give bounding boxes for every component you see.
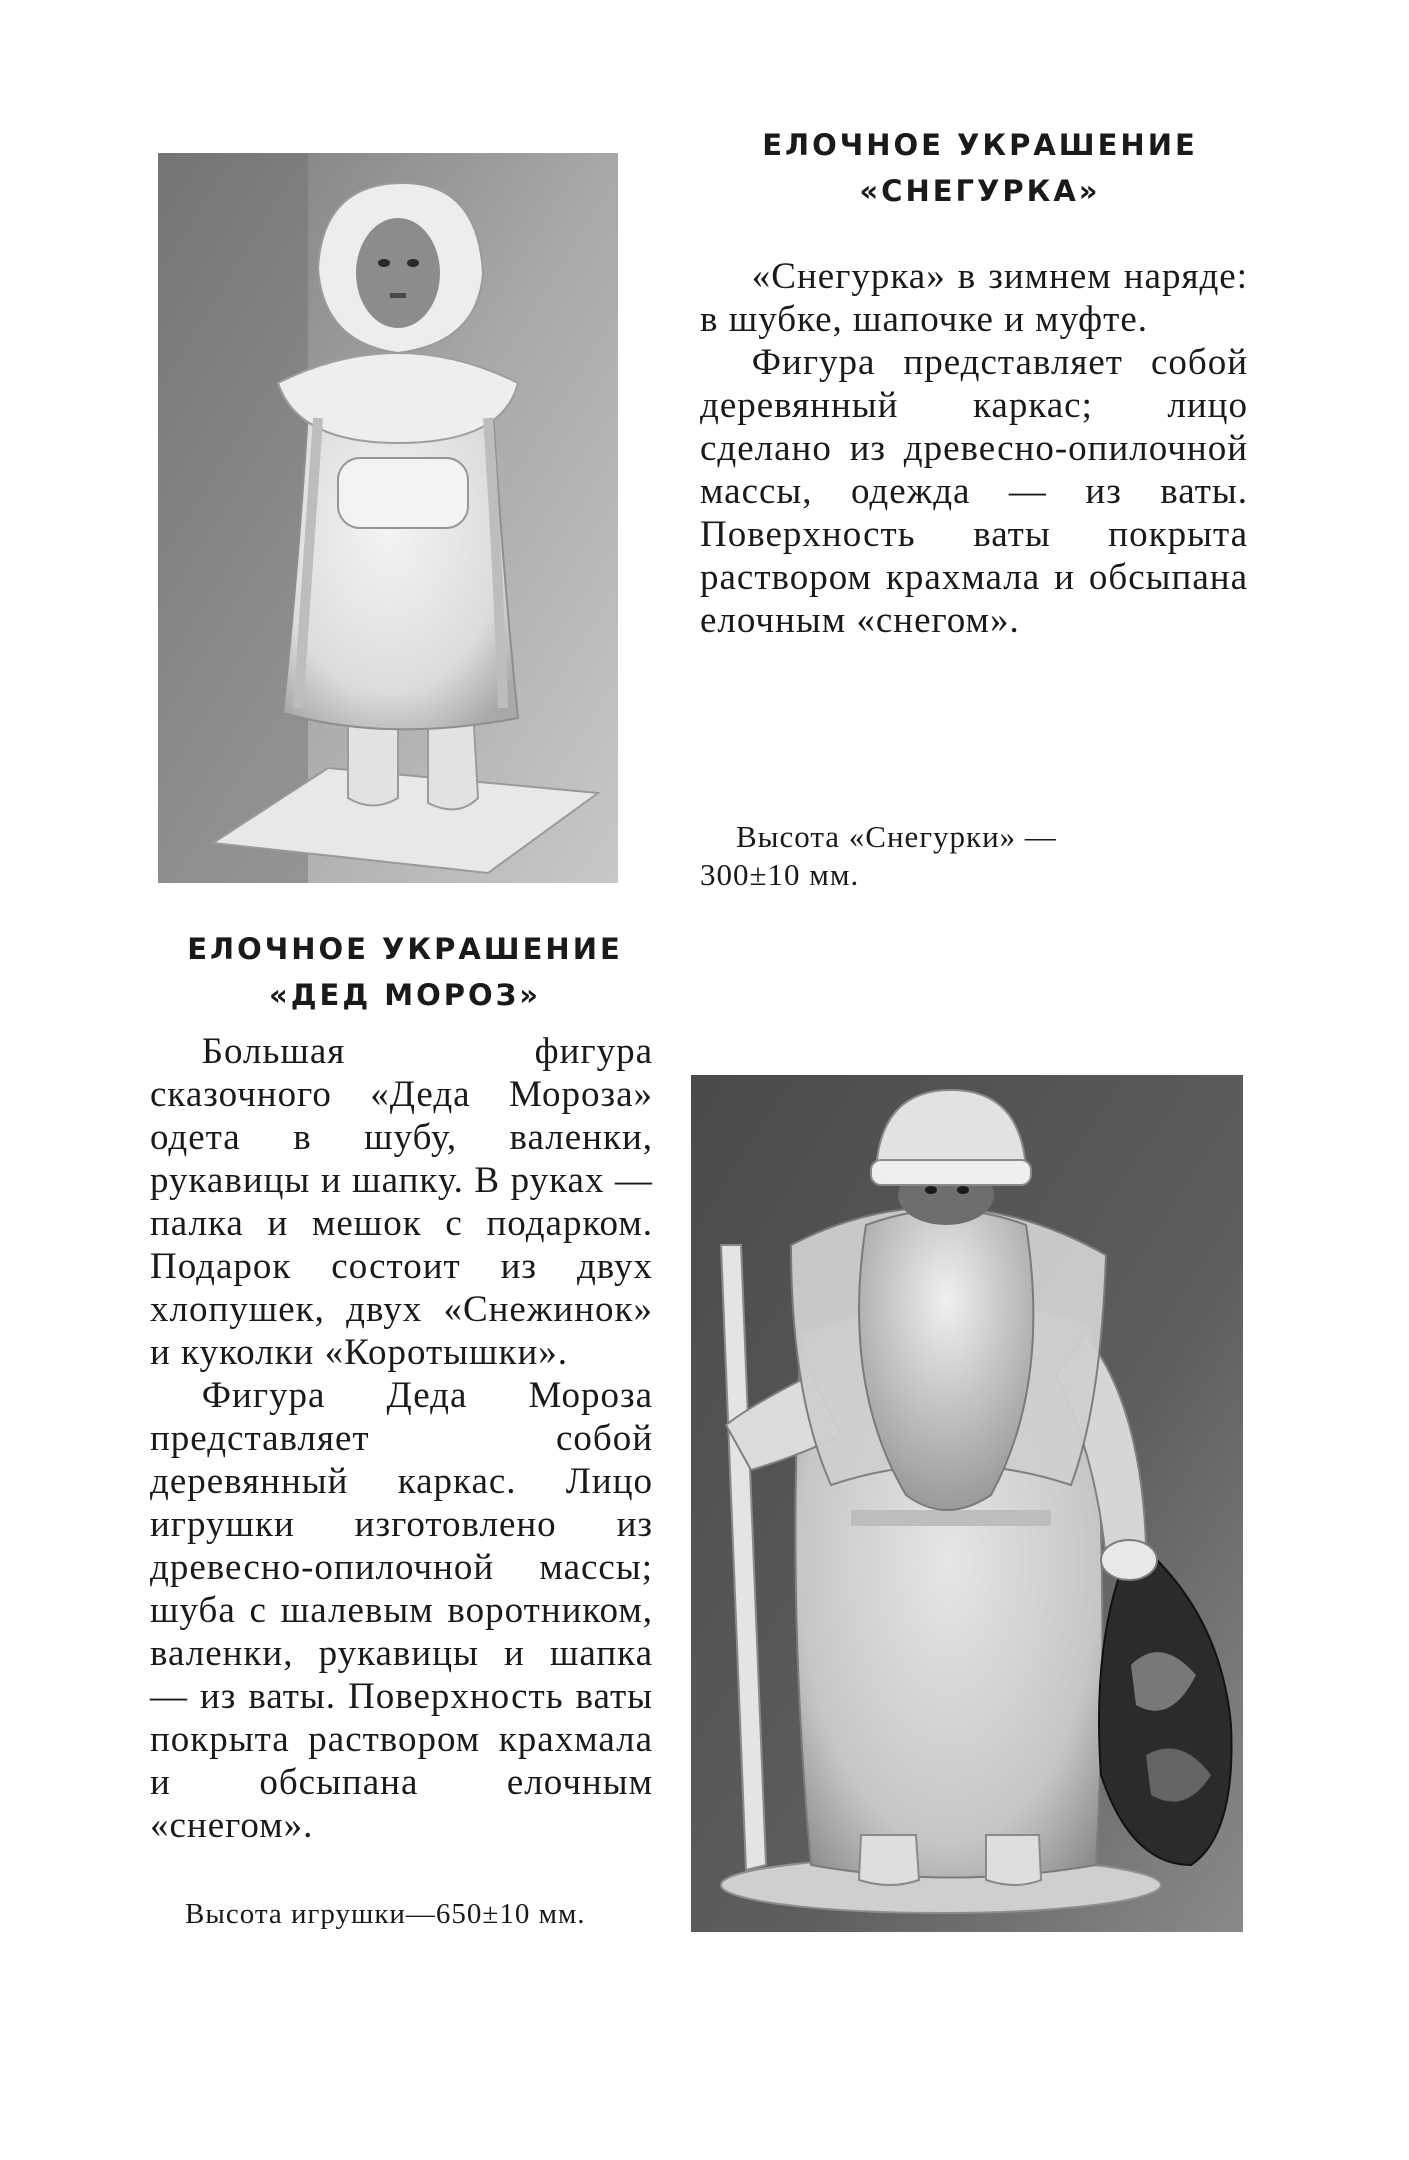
snegurka-figure-illustration (158, 153, 618, 883)
snegurka-height-note (700, 818, 1260, 894)
ded-moroz-description (150, 1030, 653, 1847)
snegurka-heading-line2: «СНЕГУРКА» (859, 174, 1101, 208)
ded-moroz-heading-line2: «ДЕД МОРОЗ» (268, 978, 542, 1012)
snegurka-heading-line1: ЕЛОЧНОЕ УКРАШЕНИЕ (762, 128, 1198, 162)
ded-moroz-paragraph-2: Фигура Деда Мороза представляет собой деревянный каркас. Лицо игрушки изготовлено из древесно-опилочной массы; шуба с шалевым воротником, валенки, рукавицы и шапка — из ваты. Поверхность ваты покрыта раствором крахмала и обсыпана елочным «снегом». (150, 1375, 653, 1846)
ded-moroz-height-note: Высота игрушки—650±10 мм. (185, 1898, 586, 1930)
snegurka-description (700, 255, 1248, 642)
snegurka-paragraph-1: «Снегурка» в зимнем наряде: в шубке, шапочке и муфте. (700, 256, 1248, 340)
ded-moroz-figure-illustration (691, 1075, 1243, 1932)
snegurka-height-line2: 300±10 мм. (700, 857, 860, 892)
ded-moroz-paragraph-1: Большая фигура сказочного «Деда Мороза» одета в шубу, валенки, рукавицы и шапку. В руках — палка и мешок с подарком. Подарок состоит из двух хлопушек, двух «Снежинок» и куколки «Коротышки». (150, 1031, 653, 1373)
snegurka-height-line1: Высота «Снегурки» — (736, 819, 1057, 854)
snegurka-photo (158, 153, 618, 883)
snegurka-paragraph-2: Фигура представляет собой деревянный каркас; лицо сделано из древесно-опилочной массы, одежда — из ваты. Поверхность ваты покрыта раствором крахмала и обсыпана елочным «снегом». (700, 342, 1248, 641)
ded-moroz-photo (691, 1075, 1243, 1932)
snegurka-heading (700, 122, 1260, 214)
ded-moroz-heading-line1: ЕЛОЧНОЕ УКРАШЕНИЕ (187, 932, 623, 966)
ded-moroz-heading (145, 926, 665, 1018)
